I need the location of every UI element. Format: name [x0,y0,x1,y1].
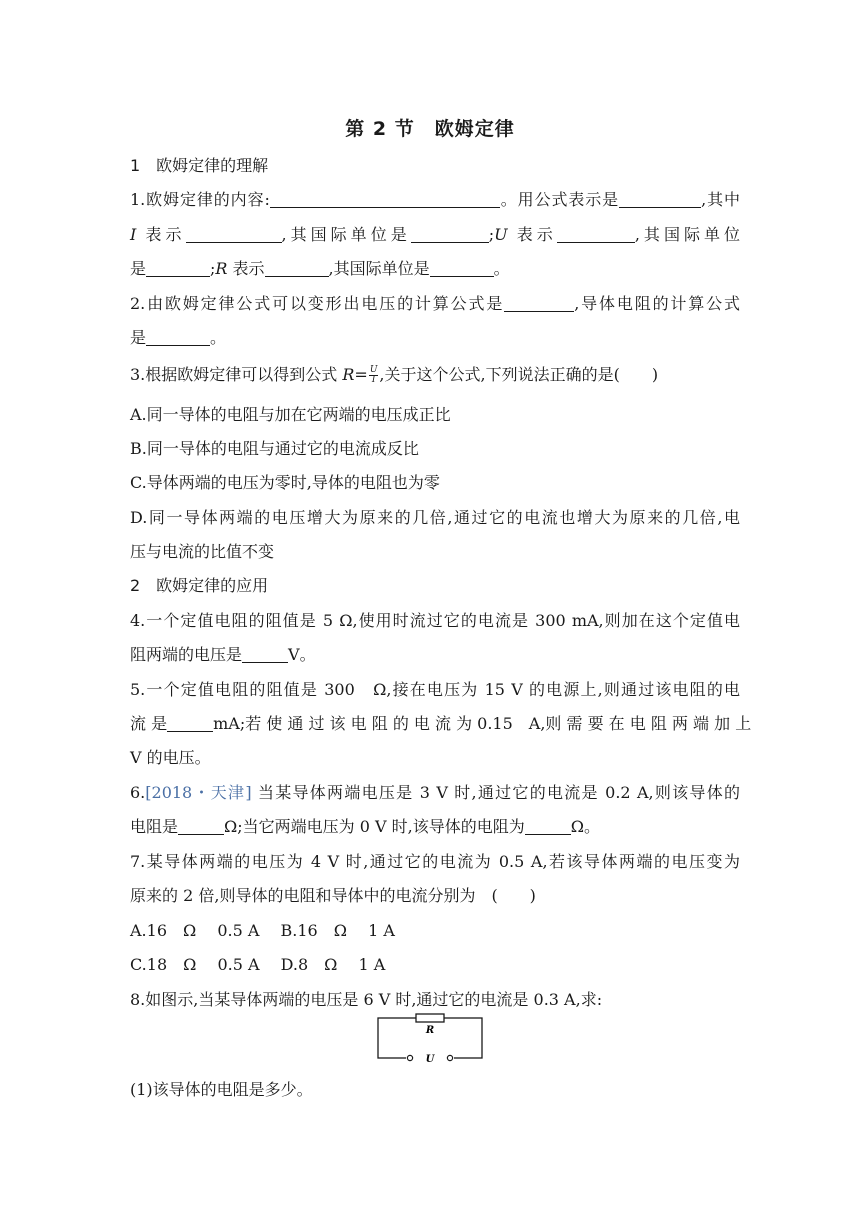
question-8-stem: 8.如图示,当某导体两端的电压是 6 V 时,通过它的电流是 0.3 A,求: [130,990,603,1009]
question-3-stem: 3.根据欧姆定律可以得到公式 R= $\frac{U}{I}$ ,关于这个公式,下列说法正确的是( ) [130,365,659,385]
answer-blank[interactable] [178,818,224,835]
answer-blank[interactable] [242,646,288,663]
question-4-line-1: 4.一个定值电阻的阻值是 5 Ω,使用时流过它的电流是 300 mA,则加在这个定值电 [130,611,740,630]
question-3-option-c[interactable]: C.导体两端的电压为零时,导体的电阻也为零 [130,473,440,492]
page-title: 第 2 节 欧姆定律 [345,118,515,140]
question-5-line-1: 5.一个定值电阻的阻值是 300 Ω,接在电压为 15 V 的电源上,则通过该电阻的电 [130,680,740,699]
question-2-line-2: 是 。 [130,328,227,347]
fraction-u-over-i: $\frac{U}{I}$ [369,365,378,385]
question-2-line-1: 2.由欧姆定律公式可以变形出电压的计算公式是 ,导体电阻的计算公式 [130,294,740,313]
question-6-line-1: 6.[2018・天津] 当某导体两端电压是 3 V 时,通过它的电流是 0.2 A,则该导体的 [130,783,740,802]
question-7-options-ab[interactable]: A.16 Ω 0.5 A B.16 Ω 1 A [130,921,395,940]
resistor-symbol [416,1014,444,1022]
circuit-wire [378,1018,482,1058]
answer-blank[interactable] [525,818,571,835]
answer-blank[interactable] [265,260,329,277]
answer-blank[interactable] [619,191,701,208]
section-heading-2: 2 欧姆定律的应用 [130,576,269,595]
question-1-line-3: 是 ;R 表示 ,其国际单位是 。 [130,259,510,278]
answer-blank[interactable] [270,191,500,208]
terminal-left [407,1055,412,1060]
source-tag: [2018・天津] [145,783,252,802]
answer-blank[interactable] [430,260,494,277]
question-4-line-2: 阻两端的电压是 V。 [130,645,316,664]
question-6-line-2: 电阻是 Ω;当它两端电压为 0 V 时,该导体的电阻为 Ω。 [130,817,601,836]
question-7-options-cd[interactable]: C.18 Ω 0.5 A D.8 Ω 1 A [130,955,386,974]
section-heading-1: 1 欧姆定律的理解 [130,156,269,175]
answer-blank[interactable] [146,260,210,277]
answer-blank[interactable] [411,226,489,243]
voltage-label: U [425,1054,435,1064]
question-7-line-1: 7.某导体两端的电压为 4 V 时,通过它的电流为 0.5 A,若该导体两端的电压变为 [130,852,740,871]
answer-blank[interactable] [504,295,574,312]
resistor-label: R [425,1025,435,1036]
answer-blank[interactable] [186,226,282,243]
question-3-option-d-line-1[interactable]: D.同一导体两端的电压增大为原来的几倍,通过它的电流也增大为原来的几倍,电 [130,508,740,527]
answer-blank[interactable] [167,715,213,732]
question-1-line-1: 1.欧姆定律的内容: 。用公式表示是 ,其中 [130,190,740,209]
question-8-sub-1: (1)该导体的电阻是多少。 [130,1080,313,1099]
question-7-line-2: 原来的 2 倍,则导体的电阻和导体中的电流分别为 ( ) [130,886,536,905]
question-1-line-2: I 表示 ,其国际单位是 ;U 表示 ,其国际单位 [130,225,741,244]
terminal-right [447,1055,452,1060]
question-3-option-b[interactable]: B.同一导体的电阻与通过它的电流成反比 [130,439,419,458]
question-5-line-3: V 的电压。 [130,748,211,767]
circuit-diagram [376,1012,486,1064]
question-3-option-d-line-2[interactable]: 压与电流的比值不变 [130,542,275,561]
answer-blank[interactable] [146,329,210,346]
question-3-option-a[interactable]: A.同一导体的电阻与加在它两端的电压成正比 [130,405,451,424]
question-5-line-2: 流 是 mA;若 使 通 过 该 电 阻 的 电 流 为 0.15 A,则 需 要 在 电 阻 两 端 加 上 [130,714,752,733]
answer-blank[interactable] [557,226,635,243]
